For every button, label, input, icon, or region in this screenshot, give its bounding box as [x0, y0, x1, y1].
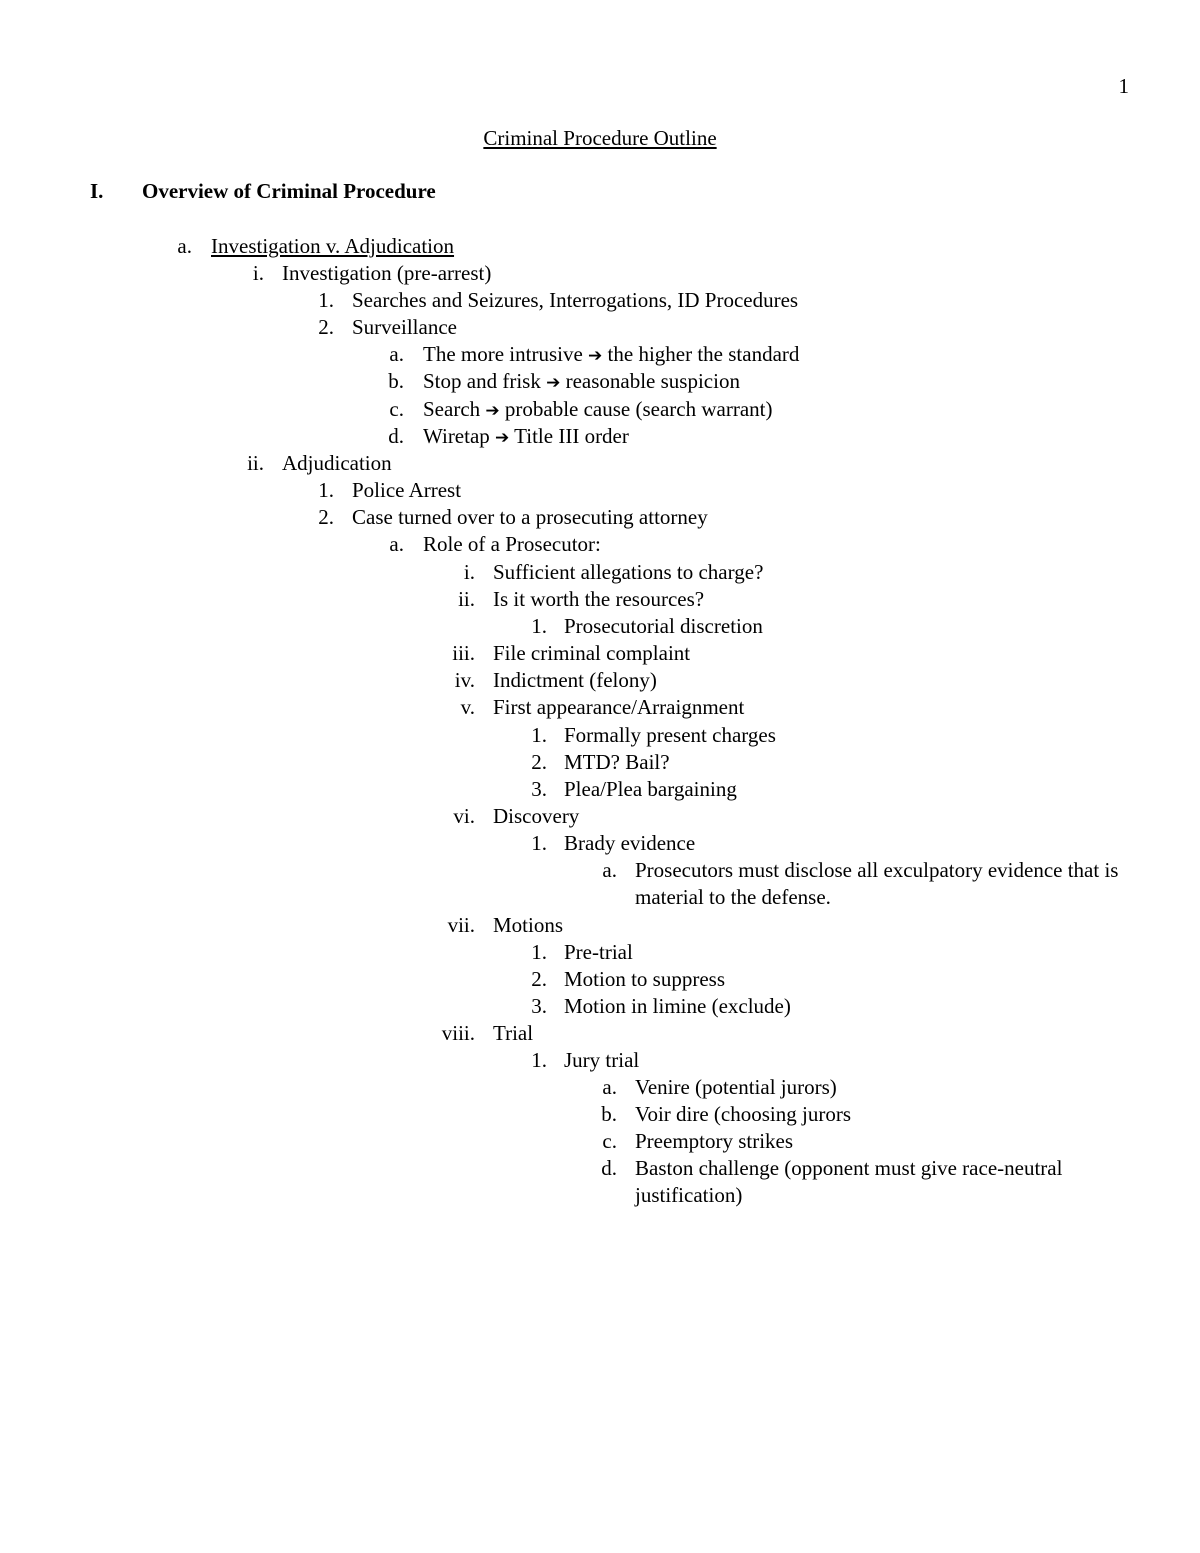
item-marker: vii. [447, 913, 475, 937]
outline-item [0, 722, 1200, 749]
outline-item [0, 857, 1200, 911]
outline-item [0, 586, 1200, 613]
item-marker: a. [602, 1075, 617, 1099]
item-marker: i. [463, 560, 475, 584]
item-marker: a. [389, 342, 404, 366]
item-text: Discovery [493, 804, 580, 828]
outline-item [0, 504, 1200, 531]
item-marker: b. [388, 369, 404, 393]
item-text-after-arrow: the higher the standard [607, 342, 800, 366]
item-text: Pre-trial [564, 940, 633, 964]
item-text-after-arrow: probable cause (search warrant) [504, 397, 773, 421]
item-marker: 1. [531, 723, 547, 747]
outline-item [0, 803, 1200, 830]
item-text: Voir dire (choosing jurors [635, 1102, 851, 1126]
item-marker: ii. [458, 587, 475, 611]
outline-item [0, 423, 1200, 450]
item-marker: b. [601, 1102, 617, 1126]
section-numeral: I. [90, 179, 104, 203]
outline-item [0, 640, 1200, 667]
item-marker: 2. [318, 505, 334, 529]
item-text-before-arrow: Search [423, 397, 481, 421]
item-text: Plea/Plea bargaining [564, 777, 737, 801]
outline-item [0, 450, 1200, 477]
item-text: Baston challenge (opponent must give race-neutral justification) [635, 1156, 1063, 1207]
item-text-after-arrow: Title III order [514, 424, 629, 448]
item-marker: viii. [441, 1021, 475, 1045]
outline-item [0, 830, 1200, 857]
item-marker: i. [252, 261, 264, 285]
item-text: Investigation (pre-arrest) [282, 261, 492, 285]
item-text: Adjudication [282, 451, 392, 475]
item-marker: 2. [531, 750, 547, 774]
outline-item [0, 749, 1200, 776]
arrow-right-icon: ➔ [546, 373, 561, 393]
item-text: Prosecutorial discretion [564, 614, 763, 638]
outline-item [0, 287, 1200, 314]
item-marker: d. [601, 1156, 617, 1180]
item-marker: 1. [531, 940, 547, 964]
item-marker: vi. [453, 804, 475, 828]
item-text-after-arrow: reasonable suspicion [565, 369, 740, 393]
outline-item [0, 1128, 1200, 1155]
item-text-before-arrow: Stop and frisk [423, 369, 541, 393]
section-heading-text: Overview of Criminal Procedure [142, 179, 436, 203]
outline-item [0, 260, 1200, 287]
item-marker: a. [177, 234, 192, 258]
item-text: Sufficient allegations to charge? [493, 560, 764, 584]
item-text: Motion in limine (exclude) [564, 994, 791, 1018]
item-text: Motion to suppress [564, 967, 726, 991]
item-text: Preemptory strikes [635, 1129, 794, 1153]
item-marker: 1. [531, 1048, 547, 1072]
page-number: 1 [1118, 74, 1129, 98]
arrow-right-icon: ➔ [588, 346, 603, 366]
outline-item [0, 613, 1200, 640]
item-text: Formally present charges [564, 723, 776, 747]
item-marker: 1. [318, 478, 334, 502]
outline-item [0, 667, 1200, 694]
item-text: Investigation v. Adjudication [211, 234, 455, 258]
item-marker: 1. [318, 288, 334, 312]
outline-item [0, 368, 1200, 395]
item-text: Is it worth the resources? [493, 587, 705, 611]
outline-item [0, 1074, 1200, 1101]
outline-item [0, 694, 1200, 721]
item-marker: d. [388, 424, 404, 448]
item-marker: 2. [318, 315, 334, 339]
item-text [423, 423, 629, 452]
item-text: First appearance/Arraignment [493, 695, 745, 719]
item-marker: 1. [531, 614, 547, 638]
item-text: Prosecutors must disclose all exculpatory evidence that is material to the defense. [635, 858, 1119, 909]
item-marker: 3. [531, 994, 547, 1018]
item-marker: a. [602, 858, 617, 882]
item-text [423, 341, 799, 370]
arrow-right-icon: ➔ [485, 401, 500, 421]
item-marker: c. [602, 1129, 617, 1153]
outline-item [0, 531, 1200, 558]
outline-item [0, 477, 1200, 504]
outline-item [0, 233, 1200, 260]
item-text: Case turned over to a prosecuting attorney [352, 505, 708, 529]
outline-item [0, 341, 1200, 368]
item-text: Venire (potential jurors) [635, 1075, 837, 1099]
outline-item [0, 1020, 1200, 1047]
outline-item [0, 314, 1200, 341]
document-title-text: Criminal Procedure Outline [483, 126, 717, 150]
outline-item [0, 1155, 1200, 1209]
outline-item [0, 939, 1200, 966]
item-text: Police Arrest [352, 478, 462, 502]
item-text: Surveillance [352, 315, 457, 339]
item-text: File criminal complaint [493, 641, 691, 665]
item-marker: iii. [452, 641, 475, 665]
outline-item [0, 396, 1200, 423]
outline-item [0, 776, 1200, 803]
outline-item [0, 993, 1200, 1020]
outline-item [0, 966, 1200, 993]
item-marker: 1. [531, 831, 547, 855]
outline-item [0, 912, 1200, 939]
item-marker: iv. [454, 668, 475, 692]
outline-item [0, 559, 1200, 586]
item-text: Role of a Prosecutor: [423, 532, 601, 556]
item-text: Trial [493, 1021, 534, 1045]
arrow-right-icon: ➔ [495, 428, 510, 448]
item-marker: 3. [531, 777, 547, 801]
item-text: Searches and Seizures, Interrogations, ID Procedures [352, 288, 799, 312]
item-text: MTD? Bail? [564, 750, 670, 774]
item-marker: c. [389, 397, 404, 421]
item-marker: a. [389, 532, 404, 556]
item-marker: v. [460, 695, 475, 719]
item-text [423, 396, 773, 425]
item-text: Indictment (felony) [493, 668, 657, 692]
item-text: Brady evidence [564, 831, 696, 855]
item-text: Jury trial [564, 1048, 640, 1072]
item-marker: ii. [247, 451, 264, 475]
item-marker: 2. [531, 967, 547, 991]
item-text-before-arrow: Wiretap [423, 424, 490, 448]
item-text [423, 368, 740, 397]
item-text: Motions [493, 913, 564, 937]
outline-item [0, 1101, 1200, 1128]
outline-item [0, 1047, 1200, 1074]
item-text-before-arrow: The more intrusive [423, 342, 583, 366]
